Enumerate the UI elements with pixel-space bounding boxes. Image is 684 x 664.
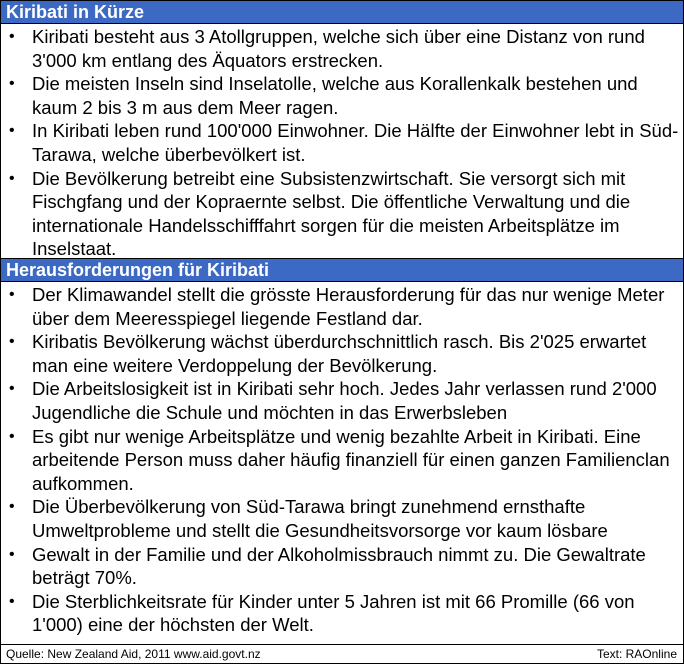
- list-item: • Gewalt in der Familie und der Alkoholmissbrauch nimmt zu. Die Gewaltrate beträgt 70%.: [9, 543, 646, 589]
- source-url: www.aid.govt.nz: [173, 647, 261, 661]
- list-item: • Der Klimawandel stellt die grösste Herausforderung für das nur wenige Meter über dem Meeresspiegel liegende Festland dar.: [9, 284, 665, 329]
- list-item: • Die meisten Inseln sind Inselatolle, welche aus Korallenkalk bestehen und kaum 2 bis 3 m aus dem Meer ragen.: [9, 73, 638, 118]
- list-item: • Kiribati besteht aus 3 Atollgruppen, welche sich über eine Distanz von rund 3'000 km entlang des Äquators erstrecken.: [9, 26, 645, 71]
- section-herausforderungen: [1, 282, 683, 635]
- bullet-icon: •: [9, 592, 15, 610]
- bullet-list: [1, 25, 683, 261]
- bullet-icon: •: [9, 28, 15, 45]
- bullet-icon: •: [9, 427, 15, 445]
- source-label: Quelle: New Zealand Aid, 2011: [6, 647, 171, 661]
- bullet-icon: •: [9, 380, 15, 398]
- section-title-herausforderungen: Herausforderungen für Kiribati: [1, 258, 683, 282]
- section-kiribati-in-kuerze: [1, 24, 683, 258]
- list-item: • Die Bevölkerung betreibt eine Subsistenzwirtschaft. Sie versorgt sich mit Fischgfang und der Kopraernte selbst. Die öffentliche Verwaltung und die internationale Handelsschifffahrt sorgen für die meisten Arbeitsplätze im Inselstaat.: [9, 167, 631, 260]
- list-item: • Die Überbevölkerung von Süd-Tarawa bringt zunehmend ernsthafte Umweltprobleme und stellt die Gesundheitsvorsorge vor kaum lösbare: [9, 496, 608, 541]
- list-item: • Die Sterblichkeitsrate für Kinder unter 5 Jahren ist mit 66 Promille (66 von 1'000) eine der höchsten der Welt.: [9, 590, 635, 636]
- section-title-kiribati-in-kuerze: Kiribati in Kürze: [1, 1, 683, 24]
- bullet-icon: •: [9, 122, 15, 140]
- text-credit: Text: RAOnline: [596, 647, 677, 661]
- bullet-list: [1, 283, 683, 637]
- bullet-icon: •: [9, 75, 15, 93]
- source-credit: [6, 645, 261, 663]
- list-item: • Die Arbeitslosigkeit ist in Kiribati sehr hoch. Jedes Jahr verlassen rund 2'000 Jugendliche die Schule und möchten in das Erwerbsleben: [9, 378, 657, 423]
- bullet-icon: •: [9, 545, 15, 563]
- list-item: • Kiribatis Bevölkerung wächst überdurchschnittlich rasch. Bis 2'025 erwartet man eine weitere Verdoppelung der Bevölkerung.: [9, 331, 647, 376]
- bullet-icon: •: [9, 498, 15, 516]
- footer: [1, 644, 683, 663]
- bullet-icon: •: [9, 169, 15, 187]
- bullet-icon: •: [9, 333, 15, 351]
- bullet-icon: •: [9, 286, 15, 303]
- list-item: • In Kiribati leben rund 100'000 Einwohner. Die Hälfte der Einwohner lebt in Süd-Tarawa, welche überbevölkert ist.: [9, 120, 679, 165]
- list-item: • Es gibt nur wenige Arbeitsplätze und wenig bezahlte Arbeit in Kiribati. Eine arbeitende Person muss daher häufig finanziell für einen ganzen Familienclan aufkommen.: [9, 425, 670, 494]
